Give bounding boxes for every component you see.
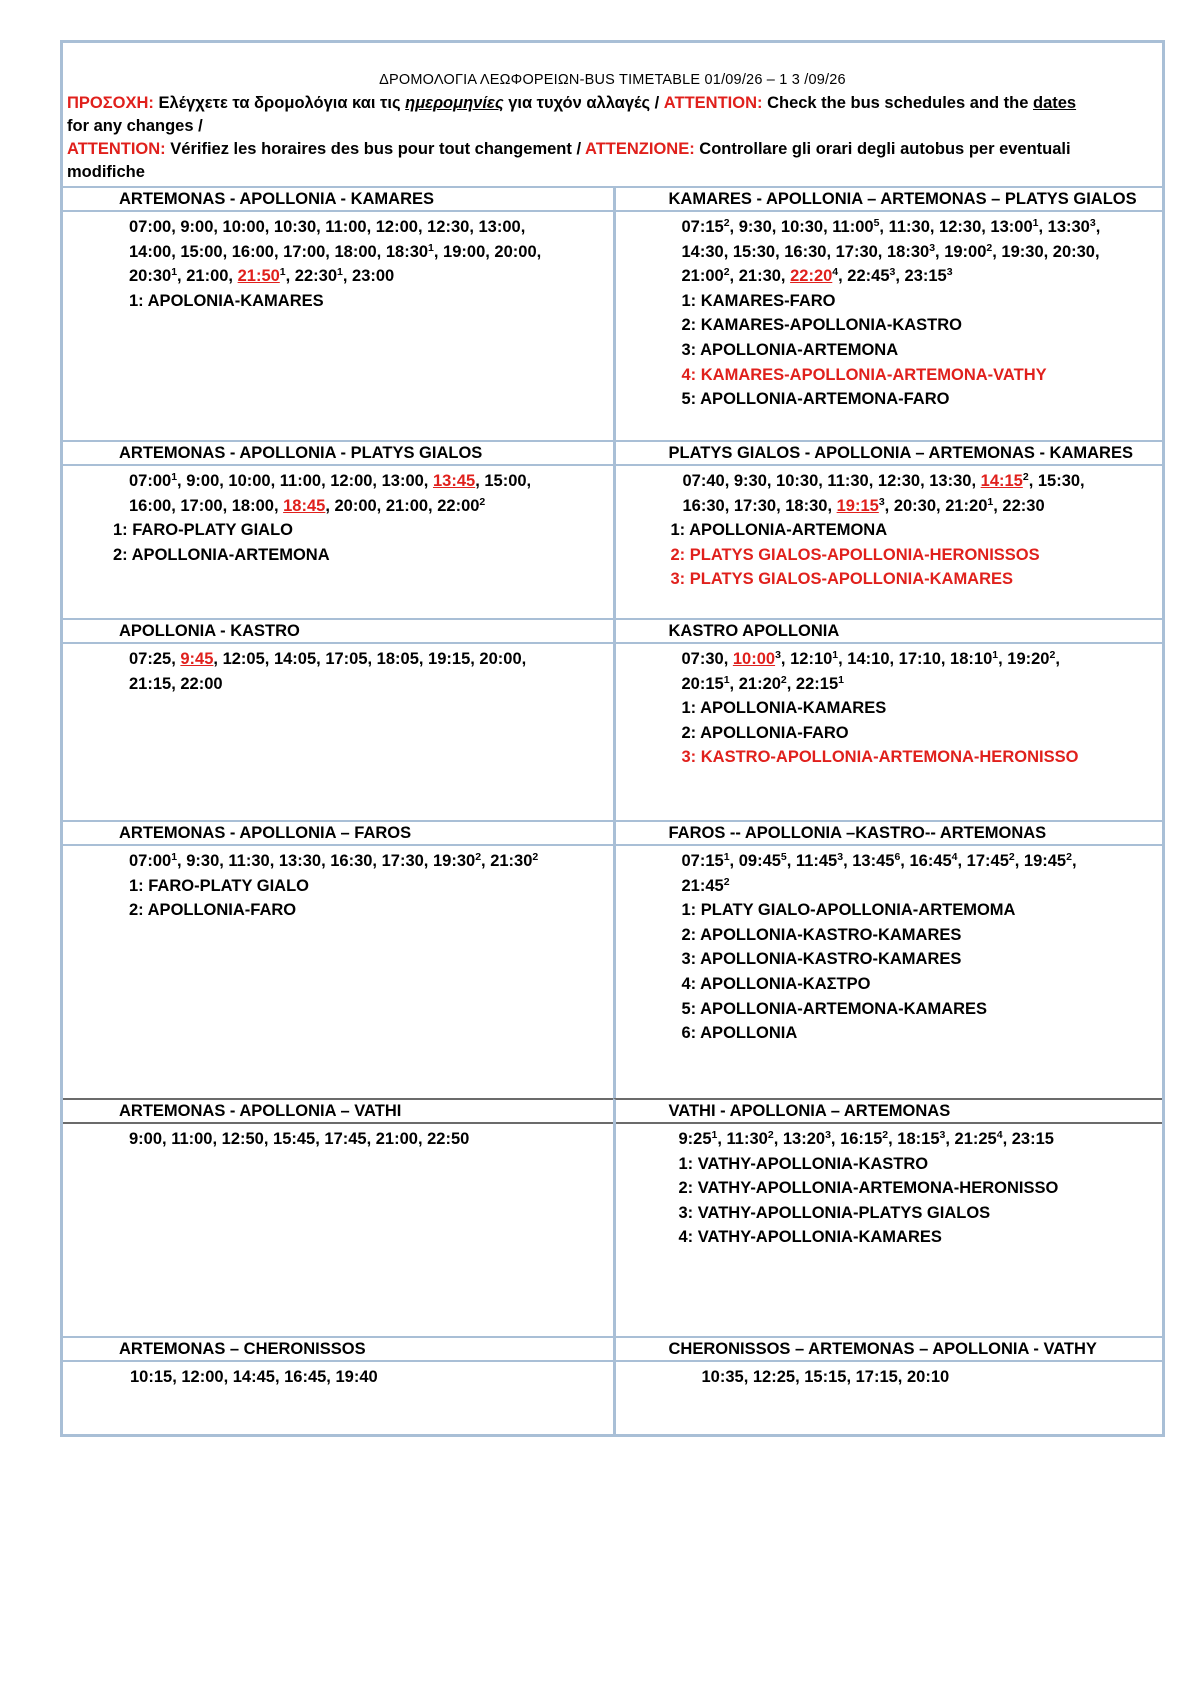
text-segment: 21:15, 22:00 bbox=[129, 674, 223, 693]
departure-times bbox=[63, 494, 613, 519]
route-cell-left bbox=[63, 186, 613, 440]
footnote-ref: 3 bbox=[775, 649, 781, 661]
departure-times bbox=[616, 874, 1163, 899]
footnote-ref: 1 bbox=[838, 673, 844, 686]
route-schedule bbox=[63, 466, 613, 618]
route-note bbox=[616, 363, 1163, 388]
text-segment: 1: APOLLONIA-KAMARES bbox=[681, 699, 887, 718]
text-segment: 3: KASTRO-APOLLONIA-ARTEMONA-HERONISSO bbox=[681, 748, 1079, 767]
route-row bbox=[63, 618, 1162, 820]
text-segment: , bbox=[1071, 852, 1077, 870]
departure-times bbox=[616, 264, 1163, 289]
notice-line-4: modifiche bbox=[67, 163, 145, 181]
highlighted-time: 13:45 bbox=[432, 472, 476, 490]
footnote-ref: 2 bbox=[780, 673, 787, 686]
text-segment: 2: APOLLONIA-FARO bbox=[129, 901, 297, 920]
text-segment: , 9:00, 10:00, 11:00, 12:00, 13:00, bbox=[177, 472, 433, 490]
notice-label-it: ATTENZIONE: bbox=[585, 140, 695, 158]
text-segment: , 16:45 bbox=[900, 852, 952, 870]
text-segment: , 23:00 bbox=[342, 267, 395, 286]
route-schedule bbox=[63, 212, 613, 440]
text-segment: , 19:30, 20:30, bbox=[992, 242, 1100, 261]
route-cell-right bbox=[613, 618, 1163, 820]
text-segment: 3: VATHY-APOLLONIA-PLATYS GIALOS bbox=[678, 1203, 991, 1222]
text-segment: 2: KAMARES-APOLLONIA-KASTRO bbox=[681, 316, 962, 335]
departure-times bbox=[63, 849, 613, 874]
text-segment: 16:00, 17:00, 18:00, bbox=[129, 496, 284, 515]
departure-times bbox=[63, 264, 613, 289]
text-segment: 07:40, 9:30, 10:30, 11:30, 12:30, 13:30, bbox=[682, 472, 981, 490]
route-cell-right bbox=[613, 186, 1163, 440]
text-segment: 5: APOLLONIA-ARTEMONA-KAMARES bbox=[681, 999, 988, 1018]
text-segment: 20:30 bbox=[129, 267, 172, 286]
text-segment: 5: APOLLONIA-ARTEMONA-FARO bbox=[681, 390, 950, 409]
route-cell-right bbox=[613, 1336, 1163, 1434]
routes-table bbox=[63, 186, 1162, 1434]
route-note bbox=[616, 313, 1163, 338]
notice-label-fr: ATTENTION: bbox=[67, 140, 166, 158]
route-cell-left bbox=[63, 440, 613, 618]
text-segment: , 13:45 bbox=[843, 852, 895, 870]
text-segment: 1: PLATY GIALO-APOLLONIA-ARTEMOMA bbox=[681, 901, 1016, 920]
text-segment: , 9:30, 11:30, 13:30, 16:30, 17:30, 19:30 bbox=[177, 852, 476, 870]
text-segment: 4: APOLLONIA-ΚΑΣΤΡΟ bbox=[681, 974, 871, 993]
route-note bbox=[616, 289, 1163, 314]
text-segment: 1: APOLLONIA-ARTEMONA bbox=[670, 521, 888, 540]
highlighted-time: 18:45 bbox=[283, 496, 326, 515]
route-note bbox=[616, 1201, 1163, 1226]
text-segment: 16:30, 17:30, 18:30, bbox=[682, 496, 837, 515]
notice-label-gr: ΠΡΟΣΟΧΗ: bbox=[67, 94, 154, 112]
route-note bbox=[63, 543, 613, 568]
footnote-ref: 3 bbox=[1089, 217, 1096, 229]
route-cell-left bbox=[63, 1098, 613, 1336]
route-title: KASTRO APOLLONIA bbox=[616, 620, 1163, 644]
text-segment: , 19:00 bbox=[935, 242, 987, 261]
text-segment: , 12:10 bbox=[780, 650, 833, 668]
header bbox=[63, 43, 1162, 186]
route-note bbox=[63, 874, 613, 899]
footnote-ref: 2 bbox=[882, 1129, 889, 1141]
departure-times bbox=[616, 469, 1163, 494]
notice-line-3 bbox=[67, 138, 1158, 161]
text-segment: 4: VATHY-APOLLONIA-KAMARES bbox=[678, 1228, 942, 1247]
text-segment: 4: KAMARES-APOLLONIA-ARTEMONA-VATHY bbox=[681, 365, 1047, 384]
text-segment: 07:00 bbox=[129, 472, 172, 490]
text-segment: 14:00, 15:00, 16:00, 17:00, 18:00, 18:30 bbox=[129, 242, 429, 261]
text-segment: 2: PLATYS GIALOS-APOLLONIA-HERONISSOS bbox=[670, 545, 1040, 564]
route-schedule bbox=[63, 644, 613, 820]
highlighted-time: 22:20 bbox=[790, 267, 833, 286]
route-note bbox=[616, 543, 1163, 568]
route-row bbox=[63, 820, 1162, 1098]
departure-times bbox=[63, 1365, 613, 1390]
footnote-ref: 1 bbox=[337, 266, 343, 279]
text-segment: , 21:30 bbox=[481, 852, 533, 870]
text-segment: , 19:45 bbox=[1014, 852, 1067, 870]
route-title: APOLLONIA - KASTRO bbox=[63, 620, 613, 644]
footnote-ref: 1 bbox=[171, 471, 178, 483]
footnote-ref: 5 bbox=[873, 217, 880, 229]
text-segment: , 18:15 bbox=[888, 1130, 940, 1148]
text-segment: , 12:05, 14:05, 17:05, 18:05, 19:15, 20:00, bbox=[213, 650, 527, 668]
route-title: ARTEMONAS - APOLLONIA – VATHI bbox=[63, 1100, 613, 1124]
departure-times bbox=[616, 240, 1163, 265]
text-segment: 07:00, 9:00, 10:00, 10:30, 11:00, 12:00, 12:30, 13:00, bbox=[129, 218, 526, 236]
text-segment: 07:25, bbox=[129, 650, 181, 668]
route-note bbox=[616, 567, 1163, 592]
notice-text-it: Controllare gli orari degli autobus per eventuali bbox=[694, 140, 1071, 158]
route-schedule bbox=[616, 1124, 1163, 1336]
route-schedule bbox=[616, 466, 1163, 618]
route-title: ARTEMONAS - APOLLONIA – FAROS bbox=[63, 822, 613, 846]
footnote-ref: 2 bbox=[479, 495, 486, 508]
departure-times bbox=[616, 215, 1163, 240]
highlighted-time: 9:45 bbox=[180, 650, 214, 668]
notice-text-gr-2: για τυχόν αλλαγές / bbox=[503, 94, 664, 112]
text-segment: , 22:30 bbox=[993, 496, 1045, 515]
route-title: KAMARES - APOLLONIA – ARTEMONAS – PLATYS GIALOS bbox=[616, 188, 1163, 212]
text-segment: 07:30, bbox=[681, 650, 733, 668]
text-segment: 20:15 bbox=[681, 674, 724, 693]
text-segment: 1: KAMARES-FARO bbox=[681, 291, 836, 310]
text-segment: 21:45 bbox=[681, 876, 724, 895]
footnote-ref: 3 bbox=[929, 241, 936, 254]
route-note bbox=[63, 1127, 613, 1152]
route-schedule bbox=[616, 846, 1163, 1098]
departure-times bbox=[616, 849, 1163, 874]
route-row bbox=[63, 1336, 1162, 1434]
route-note bbox=[616, 972, 1163, 997]
footnote-ref: 3 bbox=[946, 266, 953, 279]
text-segment: , 9:30, 10:30, 11:00 bbox=[729, 218, 874, 236]
footnote-ref: 2 bbox=[532, 851, 539, 863]
text-segment: , 15:00, bbox=[475, 472, 532, 490]
route-note bbox=[616, 518, 1163, 543]
text-segment: , bbox=[1055, 650, 1060, 668]
route-note bbox=[616, 338, 1163, 363]
highlighted-time: 10:00 bbox=[732, 650, 776, 668]
text-segment: 2: APOLLONIA-ARTEMONA bbox=[113, 545, 330, 564]
route-title: ARTEMONAS – CHERONISSOS bbox=[63, 1338, 613, 1362]
route-row bbox=[63, 1098, 1162, 1336]
route-row bbox=[63, 186, 1162, 440]
route-cell-left bbox=[63, 1336, 613, 1434]
footnote-ref: 2 bbox=[1049, 649, 1056, 661]
departure-times bbox=[63, 215, 613, 240]
text-segment: 1: APOLONIA-KAMARES bbox=[129, 291, 324, 310]
text-segment: , 11:45 bbox=[786, 852, 838, 870]
route-schedule bbox=[616, 1362, 1163, 1434]
text-segment: , 21:00, bbox=[177, 267, 238, 286]
footnote-ref: 4 bbox=[832, 266, 839, 279]
route-note bbox=[616, 387, 1163, 412]
route-row bbox=[63, 440, 1162, 618]
text-segment: 07:00 bbox=[129, 852, 172, 870]
text-segment: 2: APOLLONIA-KASTRO-KAMARES bbox=[681, 925, 962, 944]
departure-times bbox=[63, 469, 613, 494]
footnote-ref: 1 bbox=[723, 673, 730, 686]
notice-text-fr: Vérifiez les horaires des bus pour tout changement / bbox=[165, 140, 586, 158]
highlighted-time: 19:15 bbox=[836, 496, 879, 515]
footnote-ref: 5 bbox=[780, 851, 787, 863]
text-segment: , 14:10, 17:10, 18:10 bbox=[838, 650, 993, 668]
text-segment: 9:00, 11:00, 12:50, 15:45, 17:45, 21:00, 22:50 bbox=[129, 1130, 470, 1148]
text-segment: 2: VATHY-APOLLONIA-ARTEMONA-HERONISSO bbox=[678, 1179, 1059, 1198]
footnote-ref: 3 bbox=[837, 851, 844, 863]
text-segment: , 23:15 bbox=[1002, 1130, 1054, 1148]
text-segment: , bbox=[1095, 218, 1101, 236]
footnote-ref: 2 bbox=[723, 875, 730, 888]
route-title: PLATYS GIALOS - APOLLONIA – ARTEMONAS - KAMARES bbox=[616, 442, 1163, 466]
route-note bbox=[616, 1152, 1163, 1177]
text-segment: 3: PLATYS GIALOS-APOLLONIA-KAMARES bbox=[670, 570, 1014, 589]
text-segment: 07:15 bbox=[681, 218, 724, 236]
text-segment: 6: APOLLONIA bbox=[681, 1024, 798, 1043]
route-note bbox=[616, 898, 1163, 923]
footnote-ref: 2 bbox=[986, 241, 993, 254]
footnote-ref: 2 bbox=[767, 1129, 774, 1141]
notice-text-en-dates: dates bbox=[1032, 94, 1077, 112]
departure-times bbox=[616, 672, 1163, 697]
footnote-ref: 1 bbox=[1032, 217, 1039, 229]
route-title: CHERONISSOS – ARTEMONAS – APOLLONIA - VATHY bbox=[616, 1338, 1163, 1362]
text-segment: , 22:30 bbox=[285, 267, 338, 286]
notice-text-gr: Ελέγχετε τα δρομολόγια και τις bbox=[153, 94, 406, 112]
footnote-ref: 3 bbox=[878, 495, 885, 508]
route-note bbox=[63, 518, 613, 543]
text-segment: 2: APOLLONIA-FARO bbox=[681, 723, 849, 742]
departure-times bbox=[616, 647, 1163, 672]
footnote-ref: 3 bbox=[889, 266, 896, 279]
text-segment: 1: FARO-PLATY GIALO bbox=[113, 521, 293, 540]
notice-text-gr-dates: ημερομηνίες bbox=[405, 94, 504, 112]
footnote-ref: 2 bbox=[723, 266, 730, 279]
route-note bbox=[616, 721, 1163, 746]
text-segment: 1: VATHY-APOLLONIA-KASTRO bbox=[678, 1154, 929, 1173]
text-segment: , 21:25 bbox=[945, 1130, 997, 1148]
text-segment: , 22:15 bbox=[786, 674, 839, 693]
route-title: VATHI - APOLLONIA – ARTEMONAS bbox=[616, 1100, 1163, 1124]
notice-line-2: for any changes / bbox=[67, 117, 203, 135]
footnote-ref: 6 bbox=[894, 851, 901, 863]
route-cell-left bbox=[63, 618, 613, 820]
text-segment: 3: APOLLONIA-KASTRO-KAMARES bbox=[681, 950, 962, 969]
text-segment: 21:00 bbox=[681, 267, 724, 286]
footnote-ref: 1 bbox=[171, 851, 178, 863]
notice-text-en: Check the bus schedules and the bbox=[762, 94, 1033, 112]
timetable-sheet bbox=[60, 40, 1165, 1437]
footnote-ref: 4 bbox=[951, 851, 958, 863]
text-segment: , 23:15 bbox=[895, 267, 947, 286]
text-segment: , 21:30, bbox=[729, 267, 791, 286]
text-segment: 07:15 bbox=[681, 852, 724, 870]
text-segment: 9:25 bbox=[678, 1130, 712, 1148]
text-segment: 10:15, 12:00, 14:45, 16:45, 19:40 bbox=[130, 1368, 378, 1386]
text-segment: , 15:30, bbox=[1028, 472, 1085, 490]
route-schedule bbox=[63, 1362, 613, 1434]
route-note bbox=[616, 1225, 1163, 1250]
footnote-ref: 1 bbox=[711, 1129, 718, 1141]
route-cell-right bbox=[613, 1098, 1163, 1336]
footnote-ref: 1 bbox=[723, 851, 730, 863]
route-note bbox=[616, 1127, 1163, 1152]
footnote-ref: 1 bbox=[428, 241, 434, 254]
route-note bbox=[63, 898, 613, 923]
route-note bbox=[616, 696, 1163, 721]
departure-times bbox=[63, 647, 613, 672]
text-segment: 3: APOLLONIA-ARTEMONA bbox=[681, 340, 899, 359]
route-note bbox=[63, 289, 613, 314]
footnote-ref: 1 bbox=[992, 649, 999, 661]
route-title: ARTEMONAS - APOLLONIA - PLATYS GIALOS bbox=[63, 442, 613, 466]
route-note bbox=[616, 1176, 1163, 1201]
route-schedule bbox=[616, 644, 1163, 820]
footnote-ref: 1 bbox=[832, 649, 839, 661]
text-segment: , 09:45 bbox=[729, 852, 781, 870]
footnote-ref: 2 bbox=[475, 851, 482, 863]
departure-times bbox=[63, 672, 613, 697]
footnote-ref: 2 bbox=[1066, 851, 1072, 863]
route-note bbox=[616, 997, 1163, 1022]
route-note bbox=[616, 947, 1163, 972]
departure-times bbox=[63, 240, 613, 265]
text-segment: , 20:30, 21:20 bbox=[884, 496, 988, 515]
footnote-ref: 3 bbox=[939, 1129, 946, 1141]
route-schedule bbox=[616, 212, 1163, 440]
route-note bbox=[616, 745, 1163, 770]
footnote-ref: 2 bbox=[1008, 851, 1015, 863]
notice-label-en: ATTENTION: bbox=[663, 94, 763, 112]
footnote-ref: 2 bbox=[723, 217, 730, 229]
text-segment: , 22:45 bbox=[838, 267, 890, 286]
footnote-ref: 4 bbox=[996, 1129, 1003, 1141]
highlighted-time: 14:15 bbox=[980, 472, 1023, 490]
text-segment: 10:35, 12:25, 15:15, 17:15, 20:10 bbox=[701, 1368, 950, 1386]
notice-line-1 bbox=[67, 92, 1158, 115]
text-segment: 1: FARO-PLATY GIALO bbox=[129, 876, 309, 895]
text-segment: , 16:15 bbox=[830, 1130, 883, 1148]
footnote-ref: 3 bbox=[825, 1129, 831, 1141]
route-note bbox=[616, 1021, 1163, 1046]
text-segment: , 21:20 bbox=[729, 674, 781, 693]
text-segment: , 11:30, 12:30, 13:00 bbox=[879, 218, 1033, 236]
route-title: ARTEMONAS - APOLLONIA - KAMARES bbox=[63, 188, 613, 212]
departure-times bbox=[616, 1365, 1163, 1390]
footnote-ref: 1 bbox=[987, 495, 994, 508]
route-cell-left bbox=[63, 820, 613, 1098]
footnote-ref: 1 bbox=[279, 266, 286, 279]
text-segment: , 11:30 bbox=[717, 1130, 768, 1148]
route-cell-right bbox=[613, 440, 1163, 618]
text-segment: , 19:20 bbox=[998, 650, 1050, 668]
text-segment: , 17:45 bbox=[957, 852, 1009, 870]
route-schedule bbox=[63, 846, 613, 1098]
route-cell-right bbox=[613, 820, 1163, 1098]
departure-times bbox=[616, 494, 1163, 519]
footnote-ref: 1 bbox=[171, 266, 178, 279]
route-note bbox=[616, 923, 1163, 948]
footnote-ref: 2 bbox=[1022, 471, 1029, 483]
route-schedule bbox=[63, 1124, 613, 1336]
text-segment: , 19:00, 20:00, bbox=[433, 242, 542, 261]
page-title: ΔΡΟΜΟΛΟΓΙΑ ΛΕΩΦΟΡΕΙΩΝ-BUS TIMETABLE 01/09/26 – 1 3 /09/26 bbox=[379, 72, 846, 88]
route-title: FAROS -- APOLLONIA –KASTRO-- ARTEMONAS bbox=[616, 822, 1163, 846]
highlighted-time: 21:50 bbox=[237, 267, 280, 286]
text-segment: 14:30, 15:30, 16:30, 17:30, 18:30 bbox=[681, 242, 930, 261]
text-segment: , 13:30 bbox=[1038, 218, 1090, 236]
text-segment: , 13:20 bbox=[773, 1130, 826, 1148]
text-segment: , 20:00, 21:00, 22:00 bbox=[325, 496, 480, 515]
